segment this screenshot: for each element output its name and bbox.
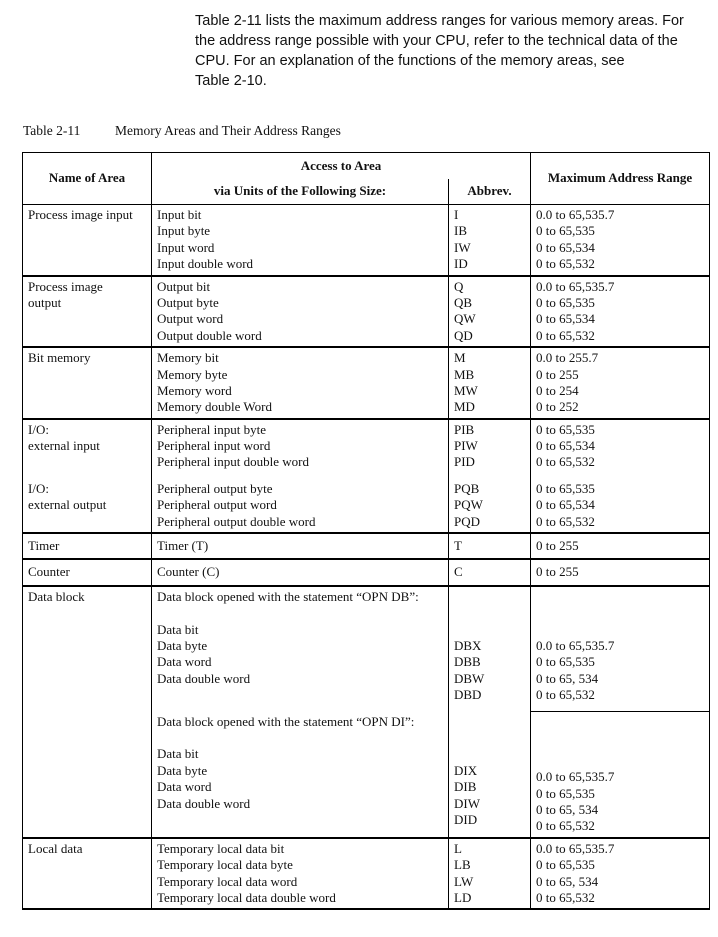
table-row [23, 205, 710, 276]
unit-cell: Data block opened with the statement “OPN DB”: [157, 588, 419, 604]
unit-cell: Data double word [157, 795, 251, 811]
abbrev-cell: DIB [454, 779, 477, 795]
unit-cell: Memory byte [157, 366, 228, 382]
abbrev-cell: LW [454, 873, 474, 889]
abbrev-cell: L [454, 840, 462, 856]
header-abbrev: Abbrev. [449, 179, 531, 205]
area-name: I/O: [28, 421, 49, 437]
area-name: Local data [28, 840, 83, 856]
abbrev-cell: DBB [454, 654, 481, 670]
abbrev-cell: M [454, 350, 466, 366]
abbrev-cell: MB [454, 366, 475, 382]
header-max-range: Maximum Address Range [531, 153, 710, 205]
range-cell: 0 to 65,535 [536, 654, 595, 670]
range-cell: 0.0 to 65,535.7 [536, 278, 615, 294]
unit-cell: Peripheral output byte [157, 480, 273, 496]
area-name: Process image input [28, 207, 133, 222]
unit-cell: Output byte [157, 294, 219, 310]
area-name: I/O: [28, 480, 49, 496]
abbrev-cell: QB [454, 294, 473, 310]
table-number: Table 2-11 [23, 123, 81, 138]
unit-cell: Temporary local data byte [157, 857, 293, 873]
range-cell: 0 to 65,532 [536, 454, 595, 470]
abbrev-cell: DBX [454, 637, 482, 653]
unit-cell: Memory double Word [157, 399, 272, 415]
range-cell: 0 to 65,532 [536, 687, 595, 703]
abbrev-cell: C [454, 564, 463, 580]
table-caption [23, 123, 341, 139]
table-row [23, 276, 710, 348]
range-cell: 0 to 255 [536, 366, 579, 382]
unit-cell: Output double word [157, 327, 262, 343]
table-row [23, 533, 710, 559]
area-name: Data block [28, 588, 85, 604]
abbrev-cell: DBW [454, 670, 485, 686]
table-row [23, 586, 710, 712]
range-cell: 0 to 255 [536, 564, 579, 580]
abbrev-cell: IW [454, 239, 471, 255]
range-cell: 0 to 65, 534 [536, 670, 599, 686]
unit-cell: Peripheral input double word [157, 454, 309, 470]
abbrev-cell: PQW [454, 497, 483, 513]
abbrev-cell: IB [454, 223, 467, 239]
range-cell: 0 to 255 [536, 538, 579, 554]
range-cell: 0 to 65,535 [536, 223, 595, 239]
range-cell: 0 to 65,532 [536, 327, 595, 343]
header-units: via Units of the Following Size: [152, 179, 449, 205]
range-cell: 0.0 to 65,535.7 [536, 769, 615, 785]
unit-cell: Data byte [157, 762, 208, 778]
range-cell: 0 to 65, 534 [536, 802, 599, 817]
table-row [23, 559, 710, 585]
unit-cell: Data double word [157, 670, 251, 686]
unit-cell: Input bit [157, 207, 202, 222]
unit-cell: Output word [157, 311, 224, 327]
abbrev-cell: DBD [454, 687, 482, 703]
unit-cell: Peripheral output double word [157, 513, 316, 529]
unit-cell: Data byte [157, 637, 208, 653]
range-cell: 0 to 65,532 [536, 889, 595, 905]
unit-cell: Data bit [157, 621, 199, 637]
range-cell: 0 to 252 [536, 399, 579, 415]
abbrev-cell: LB [454, 857, 471, 873]
unit-cell: Input double word [157, 256, 254, 272]
intro-line: the address range possible with your CPU, refer to the technical data of the [195, 33, 678, 49]
abbrev-cell: PIB [454, 421, 475, 437]
memory-areas-table [22, 152, 710, 910]
table-row [23, 838, 710, 910]
unit-cell: Data word [157, 779, 212, 795]
range-cell: 0 to 65,534 [536, 497, 595, 513]
range-cell: 0 to 65,535 [536, 857, 595, 873]
range-cell: 0.0 to 255.7 [536, 350, 599, 366]
range-cell: 0 to 254 [536, 382, 579, 398]
unit-cell: Data bit [157, 746, 199, 762]
area-name: Process image [28, 278, 103, 294]
unit-cell: Temporary local data double word [157, 889, 336, 905]
table-title: Memory Areas and Their Address Ranges [115, 123, 341, 138]
abbrev-cell: I [454, 207, 459, 222]
range-cell: 0.0 to 65,535.7 [536, 637, 615, 653]
abbrev-cell: T [454, 538, 462, 554]
abbrev-cell: PID [454, 454, 475, 470]
area-name: output [28, 294, 62, 310]
area-name: Timer [28, 538, 60, 554]
abbrev-cell: LD [454, 889, 472, 905]
range-cell: 0 to 65,532 [536, 256, 595, 272]
unit-cell: Timer (T) [157, 538, 209, 554]
table-row [23, 347, 710, 419]
unit-cell: Output bit [157, 278, 211, 294]
unit-cell: Peripheral input word [157, 438, 271, 454]
abbrev-cell: QW [454, 311, 476, 327]
abbrev-cell: Q [454, 278, 464, 294]
header-access-to-area: Access to Area [152, 153, 531, 179]
intro-line: Table 2-10. [195, 73, 267, 89]
header-name-of-area: Name of Area [23, 153, 152, 205]
range-cell: 0 to 65,535 [536, 785, 595, 801]
unit-cell: Data word [157, 654, 212, 670]
area-name: Counter [28, 564, 70, 580]
range-cell: 0 to 65, 534 [536, 873, 599, 889]
unit-cell: Peripheral input byte [157, 421, 267, 437]
abbrev-cell: MD [454, 399, 475, 415]
unit-cell: Temporary local data word [157, 873, 298, 889]
intro-line: Table 2-11 lists the maximum address ranges for various memory areas. For [195, 13, 684, 29]
unit-cell: Temporary local data bit [157, 840, 285, 856]
unit-cell: Memory bit [157, 350, 219, 366]
abbrev-cell: ID [454, 256, 468, 272]
area-name: external input [28, 438, 100, 454]
range-cell: 0 to 65,534 [536, 311, 595, 327]
abbrev-cell: PQB [454, 480, 480, 496]
unit-cell: Data block opened with the statement “OPN DI”: [157, 713, 415, 729]
unit-cell: Memory word [157, 382, 232, 398]
intro-line: CPU. For an explanation of the functions of the memory areas, see [195, 53, 625, 69]
range-cell: 0 to 65,532 [536, 513, 595, 529]
abbrev-cell: DIX [454, 762, 478, 778]
abbrev-cell: PQD [454, 513, 481, 529]
area-name: external output [28, 497, 107, 513]
unit-cell: Input byte [157, 223, 211, 239]
unit-cell: Counter (C) [157, 564, 220, 580]
range-cell: 0.0 to 65,535.7 [536, 207, 615, 222]
range-cell: 0 to 65,535 [536, 294, 595, 310]
range-cell: 0 to 65,534 [536, 438, 595, 454]
range-cell: 0 to 65,532 [536, 818, 595, 834]
table-row [23, 419, 710, 533]
range-cell: 0 to 65,535 [536, 480, 595, 496]
range-cell: 0 to 65,534 [536, 239, 595, 255]
abbrev-cell: DIW [454, 795, 480, 811]
abbrev-cell: DID [454, 811, 478, 827]
abbrev-cell: PIW [454, 438, 478, 454]
abbrev-cell: QD [454, 327, 473, 343]
abbrev-cell: MW [454, 382, 478, 398]
range-cell: 0.0 to 65,535.7 [536, 840, 615, 856]
unit-cell: Peripheral output word [157, 497, 277, 513]
range-cell: 0 to 65,535 [536, 421, 595, 437]
intro-paragraph [195, 11, 710, 91]
unit-cell: Input word [157, 239, 215, 255]
area-name: Bit memory [28, 350, 91, 366]
